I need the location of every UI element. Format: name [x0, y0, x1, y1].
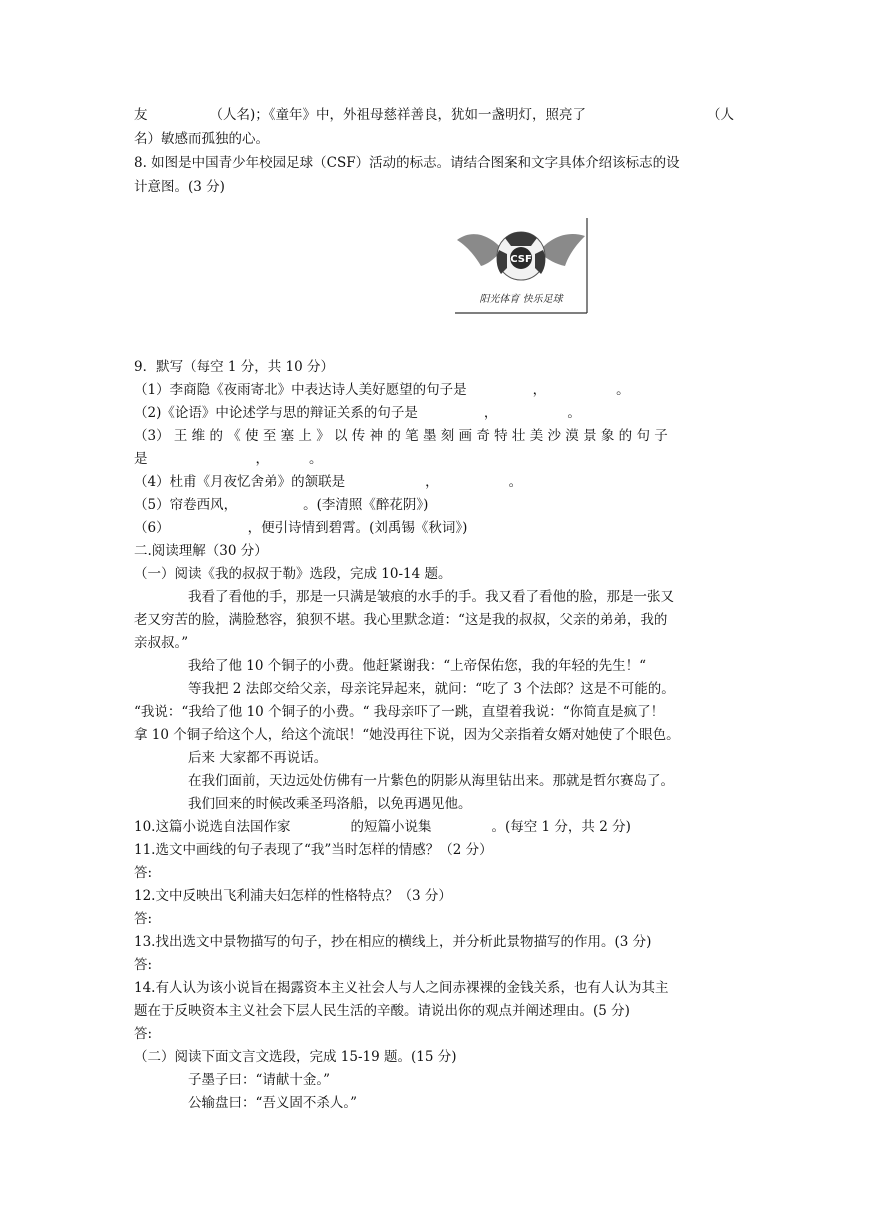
text-fragment: 10.这篇小说选自法国作家: [134, 819, 291, 835]
text-line: [134, 404, 581, 422]
question-14: 14.有人认为该小说旨在揭露资本主义社会人与人之间赤裸裸的金钱关系，也有人认为其主: [134, 980, 669, 996]
csf-badge-text: CSF: [510, 254, 532, 265]
text-fragment: 。: [567, 405, 581, 421]
text-line: 子墨子曰：“请献十金。”: [188, 1072, 331, 1088]
text-fragment: ，便引诗情到碧霄。(刘禹锡《秋词》): [247, 520, 468, 536]
text-line: 我们回来的时候改乘圣玛洛船，以免再遇见他。: [188, 796, 472, 812]
text-fragment: 是: [134, 451, 148, 467]
text-line: [134, 450, 323, 468]
question-11: 11.选文中画线的句子表现了“我”当时怎样的情感？（2 分）: [134, 842, 493, 858]
text-line: 亲叔叔。”: [134, 635, 189, 651]
text-fragment: （人名)；《童年》中，外祖母慈祥善良，犹如一盏明灯，照亮了: [209, 107, 587, 123]
csf-logo: [453, 216, 589, 314]
text-fragment: 。(每空 1 分，共 2 分): [491, 819, 631, 835]
text-fragment: ，: [483, 405, 498, 421]
question-12: 12.文中反映出飞利浦夫妇怎样的性格特点？（3 分）: [134, 888, 452, 904]
text-fragment: （5）帘卷西风，: [134, 497, 238, 513]
text-fragment: （人: [707, 107, 734, 123]
text-line: 老又穷苦的脸，满脸愁容，狼狈不堪。我心里默念道：“这是我的叔叔，父亲的弟弟，我的: [134, 612, 668, 628]
text-line: [134, 519, 467, 537]
text-fragment: （4）杜甫《月夜忆舍弟》的颔联是: [134, 474, 346, 490]
text-fragment: 友: [134, 107, 148, 123]
text-line: 计意图。(3 分): [134, 179, 225, 195]
text-fragment: （6）: [134, 520, 170, 536]
text-fragment: ，: [532, 382, 547, 398]
text-fragment: ，: [425, 474, 439, 490]
text-fragment: （2)《论语》中论述学与思的辩证关系的句子是: [134, 405, 418, 421]
answer-label: 答:: [134, 957, 153, 973]
text-line: 我给了他 10 个铜子的小费。他赶紧谢我：“上帝保佑您，我的年轻的先生！“: [188, 658, 647, 674]
text-fragment: （1）李商隐《夜雨寄北》中表达诗人美好愿望的句子是: [134, 382, 467, 398]
question-8: 8. 如图是中国青少年校园足球（CSF）活动的标志。请结合图案和文字具体介绍该标志的设: [134, 155, 680, 171]
text-line: 拿 10 个铜子给这个人，给这个流氓！“她没再往下说，因为父亲指着女婿对她使了个眼色。: [134, 727, 680, 743]
question-9: 9．默写（每空 1 分，共 10 分）: [134, 359, 335, 375]
text-line: [134, 473, 522, 491]
text-line: [134, 381, 630, 399]
text-line: [134, 106, 734, 124]
text-line: （3） 王 维 的 《 使 至 塞 上 》 以 传 神 的 笔 墨 刻 画 奇 特 壮 美 沙 漠 景 象 的 句 子: [134, 428, 668, 444]
question-10: [134, 818, 631, 836]
text-line: 在我们面前，天边远处仿佛有一片紫色的阴影从海里钻出来。那就是哲尔赛岛了。: [188, 773, 674, 789]
text-fragment: 。: [309, 451, 323, 467]
text-line: （二）阅读下面文言文选段，完成 15-19 题。(15 分): [134, 1049, 457, 1065]
text-fragment: ，: [255, 451, 269, 467]
text-fragment: 。(李清照《醉花阴》): [303, 497, 429, 513]
text-fragment: 的短篇小说集: [350, 819, 432, 835]
answer-label: 答:: [134, 865, 153, 881]
question-13: 13.找出选文中景物描写的句子，抄在相应的横线上，并分析此景物描写的作用。(3 分): [134, 934, 652, 950]
section-heading: 二.阅读理解（30 分）: [134, 543, 268, 559]
text-line: （一）阅读《我的叔叔于勒》选段，完成 10-14 题。: [134, 566, 452, 582]
text-line: 题在于反映资本主义社会下层人民生活的辛酸。请说出你的观点并阐述理由。(5 分): [134, 1003, 630, 1019]
text-line: 后来 大家都不再说话。: [188, 750, 328, 766]
answer-label: 答:: [134, 911, 153, 927]
text-line: 公输盘曰：“吾义固不杀人。”: [188, 1095, 358, 1111]
text-line: 等我把 2 法郎交给父亲，母亲诧异起来，就问：“吃了 3 个法郎？这是不可能的。: [188, 681, 675, 697]
text-line: [134, 496, 428, 514]
text-line: 我看了看他的手，那是一只满是皱痕的水手的手。我又看了看他的脸，那是一张又: [188, 589, 674, 605]
text-fragment: 。: [508, 474, 523, 490]
answer-label: 答:: [134, 1026, 153, 1042]
text-line: “我说：“我给了他 10 个铜子的小费。“ 我母亲吓了一跳，直望着我说：“你简直是疯了！: [134, 704, 665, 720]
text-line: 名）敏感而孤独的心。: [134, 131, 269, 147]
logo-slogan: 阳光体育 快乐足球: [479, 294, 563, 305]
text-fragment: 。: [616, 382, 630, 398]
